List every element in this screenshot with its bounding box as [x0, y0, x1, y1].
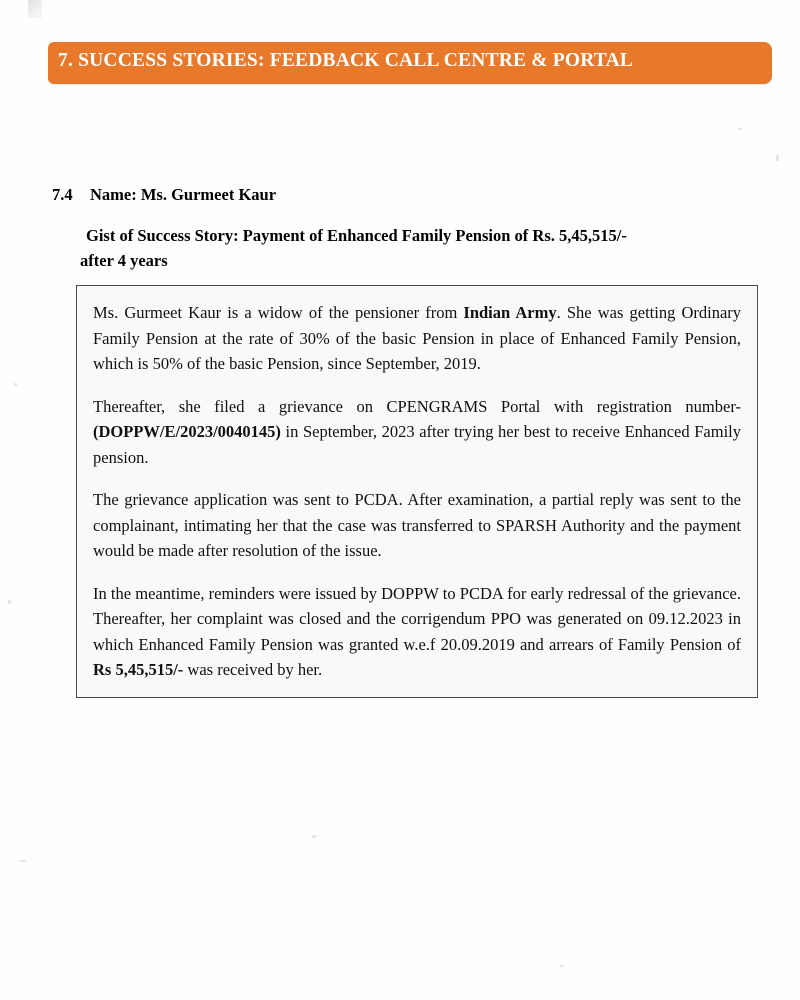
story-paragraph: [93, 487, 741, 564]
scan-speckle: [14, 383, 17, 386]
story-text: The grievance application was sent to PCDA. After examination, a partial reply was sent to the complainant, intimating her that the case was transferred to SPARSH Authority and the payment would be made after resolution of the issue.: [93, 490, 741, 560]
gist-line-1: Gist of Success Story: Payment of Enhanced Family Pension of Rs. 5,45,515/-: [86, 226, 627, 245]
scan-speckle: [312, 835, 316, 838]
scan-speckle: [20, 860, 26, 862]
story-text: was received by her.: [183, 660, 323, 679]
story-emphasis: Indian Army: [463, 303, 557, 322]
story-paragraph: [93, 394, 741, 471]
story-emphasis: (DOPPW/E/2023/0040145): [93, 422, 281, 441]
story-text: . She was getting Ordinary Family Pension at the rate of 30% of the basic Pension in place of Enhanced Family Pension, which is 50% of the basic Pension, since September, 2019.: [93, 303, 742, 373]
scan-speckle: [776, 155, 779, 161]
story-paragraph: [93, 300, 741, 377]
success-story-box: [76, 285, 758, 698]
page-corner-fold: [28, 0, 42, 18]
scan-speckle: [560, 965, 564, 967]
story-paragraph: [93, 581, 741, 683]
story-emphasis: Rs 5,45,515/-: [93, 660, 184, 679]
section-header-title: 7. SUCCESS STORIES: FEEDBACK CALL CENTRE & PORTAL: [58, 50, 634, 71]
story-text: Ms. Gurmeet Kaur is a widow of the pensioner from: [93, 303, 464, 322]
gist-line-2: after 4 years: [80, 251, 168, 270]
story-text: Thereafter, she filed a grievance on CPENGRAMS Portal with registration number-: [93, 396, 741, 416]
scan-speckle: [738, 128, 742, 130]
scan-speckle: [8, 600, 11, 604]
story-text: In the meantime, reminders were issued by DOPPW to PCDA for early redressal of the grievance. Thereafter, her complaint was closed and the corrigendum PPO was generated on 09.12.2023 in which Enhanced Family Pension was granted w.e.f 20.09.2019 and arrears of Family Pension of: [93, 583, 741, 654]
section-header-banner: [48, 42, 772, 84]
section-name-label: Name: Ms. Gurmeet Kaur: [90, 185, 277, 204]
story-text: in September, 2023 after trying her best to receive Enhanced Family pension.: [93, 422, 741, 467]
section-number: 7.4: [52, 185, 73, 204]
